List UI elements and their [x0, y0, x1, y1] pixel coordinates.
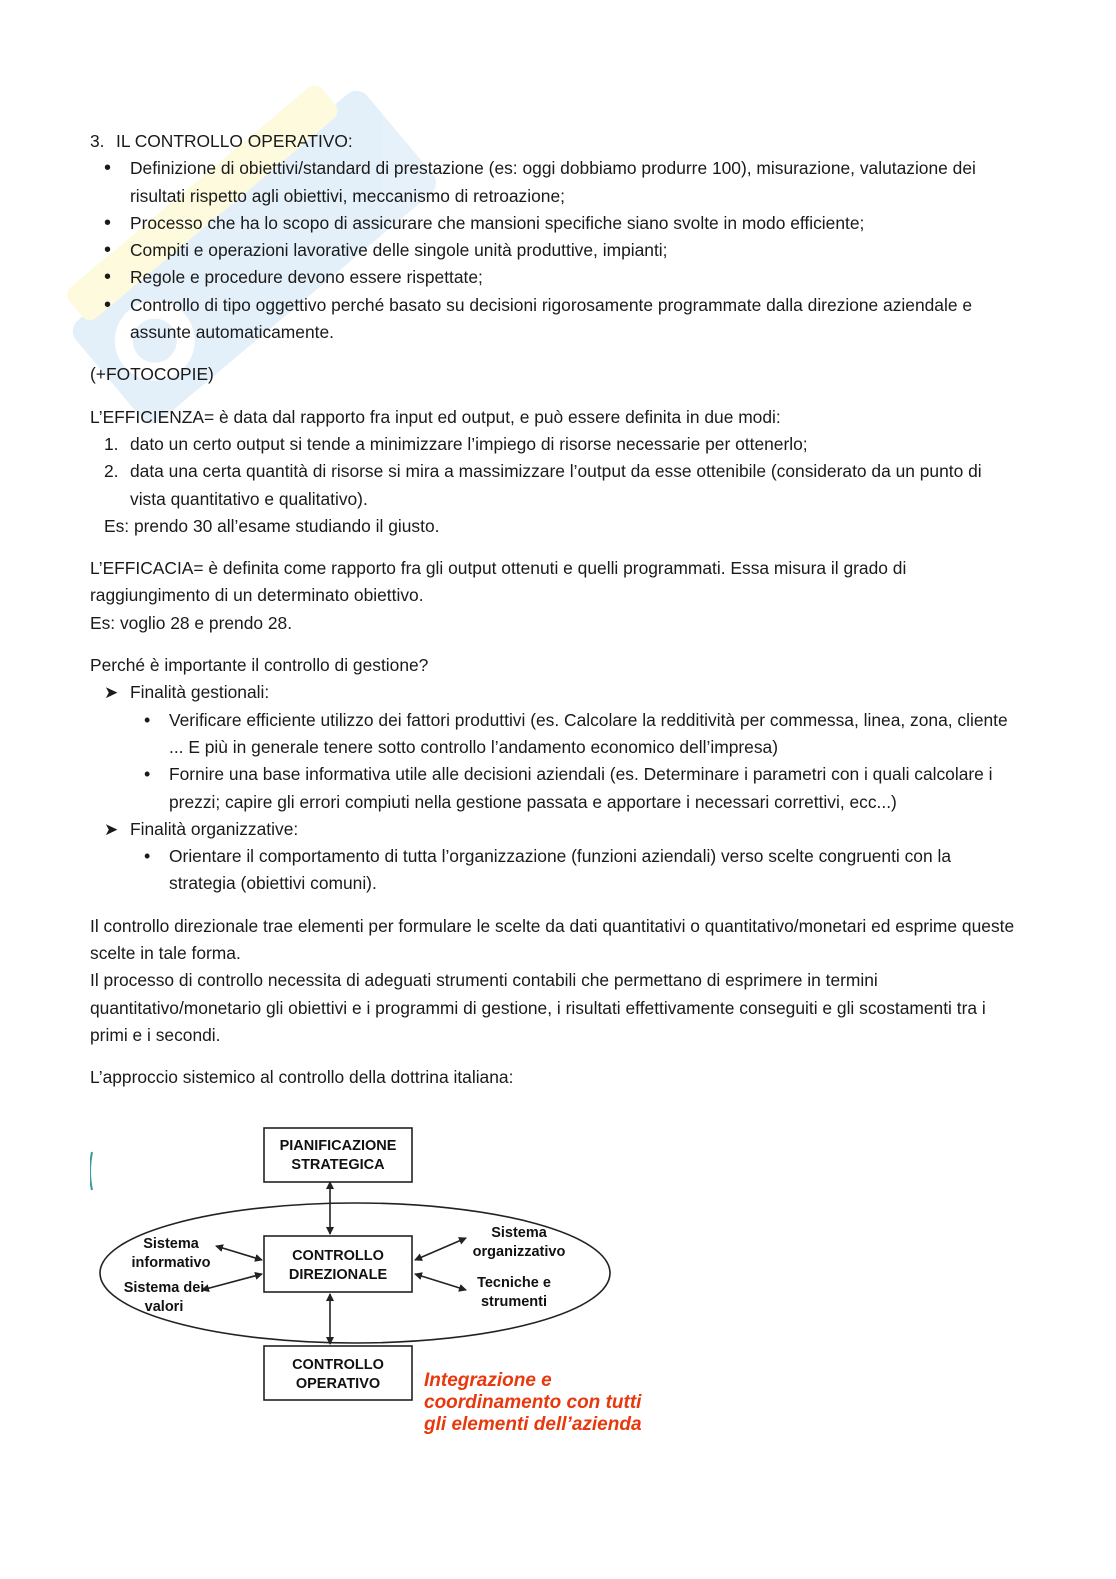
gestionali-heading: [90, 679, 1020, 706]
fotocopie-note: (+FOTOCOPIE): [90, 364, 214, 385]
arrow-organizzativo: [415, 1238, 466, 1260]
list-item: • Compiti e operazioni lavorative delle singole unità produttive, impianti;: [90, 237, 1020, 264]
side-label: organizzativo: [472, 1244, 566, 1260]
arrow-valori: [202, 1274, 262, 1290]
organizzative-list: [90, 843, 1020, 898]
box-label: DIREZIONALE: [288, 1267, 388, 1283]
integration-caption: coordinamento con tutti: [424, 1392, 642, 1413]
item-number: 2.: [104, 461, 119, 482]
list-item: • Orientare il comportamento di tutta l’organizzazione (funzioni aziendali) verso scelte congruenti con la strategia (obiettivi comuni).: [90, 843, 1020, 898]
arrow-informativo: [216, 1246, 262, 1260]
box-controllo-direzionale: [264, 1236, 412, 1292]
arrow-tecniche: [415, 1274, 466, 1290]
list-item: • Verificare efficiente utilizzo dei fattori produttivi (es. Calcolare la redditività per commessa, linea, zona, cliente ... E più in generale tenere sotto controllo l’andamento economico dell’impresa): [90, 707, 1020, 762]
approccio-heading: L’approccio sistemico al controllo della dottrina italiana:: [90, 1067, 514, 1088]
efficienza-example: Es: prendo 30 all’esame studiando il giusto.: [104, 515, 440, 536]
left-margin-mark: [90, 1152, 92, 1190]
side-label: Tecniche e: [477, 1275, 551, 1291]
operativo-bullet-list: [90, 155, 1020, 346]
list-item: [90, 431, 1020, 458]
integration-caption: gli elementi dell’azienda: [424, 1414, 642, 1435]
arrow-bullet-icon: ➤: [104, 819, 119, 839]
list-item: • Processo che ha lo scopo di assicurare che mansioni specifiche siano svolte in modo efficiente;: [90, 210, 1020, 237]
list-item: [90, 458, 1020, 513]
systemic-control-diagram: [90, 1124, 690, 1444]
direzionale-paragraph-1: Il controllo direzionale trae elementi per formulare le scelte da dati quantitativi o quantitativo/monetari ed esprime queste scelte in tale forma.: [90, 915, 1015, 964]
side-label: Sistema dei: [123, 1280, 205, 1296]
list-item: • Regole e procedure devono essere rispettate;: [90, 264, 1020, 291]
document-body: [90, 128, 1020, 1092]
arrow-bullet-icon: ➤: [104, 683, 119, 703]
side-label: Sistema: [491, 1225, 547, 1241]
box-label: STRATEGICA: [291, 1157, 385, 1173]
list-item: • Controllo di tipo oggettivo perché basato su decisioni rigorosamente programmate dalla direzione aziendale e assunte automaticamente.: [90, 292, 1020, 347]
section-number: 3.: [90, 131, 105, 151]
gestionali-label: Finalità gestionali:: [130, 682, 270, 703]
side-label: valori: [144, 1299, 184, 1315]
organizzative-label: Finalità organizzative:: [130, 818, 299, 839]
efficienza-list: [90, 431, 1020, 513]
efficacia-example: Es: voglio 28 e prendo 28.: [90, 612, 293, 633]
direzionale-paragraph-2: Il processo di controllo necessita di adeguati strumenti contabili che permettano di esprimere in termini quantitativo/monetario gli obiettivi e i programmi di gestione, i risultati effettivamente conseguiti e gli scostamenti tra i primi e i secondi.: [90, 970, 986, 1045]
list-item: • Definizione di obiettivi/standard di prestazione (es: oggi dobbiamo produrre 100), misurazione, valutazione dei risultati rispetto agli obiettivi, meccanismo di retroazione;: [90, 155, 1020, 210]
perche-question: Perché è importante il controllo di gestione?: [90, 655, 429, 676]
box-label: PIANIFICAZIONE: [279, 1138, 397, 1154]
item-number: 1.: [104, 433, 119, 454]
section-heading: [90, 128, 1020, 155]
list-item: • Fornire una base informativa utile alle decisioni aziendali (es. Determinare i parametri con i quali calcolare i prezzi; capire gli errori compiuti nella gestione passata e apportare i necessari correttivi, ecc...): [90, 761, 1020, 816]
item-text: dato un certo output si tende a minimizzare l’impiego di risorse necessarie per ottenerlo;: [130, 433, 808, 454]
side-label: strumenti: [480, 1294, 548, 1310]
side-label: Sistema: [143, 1236, 199, 1252]
organizzative-heading: [90, 816, 1020, 843]
item-text: data una certa quantità di risorse si mira a massimizzare l’output da esse ottenibile (considerato da un punto di vista quantitativo e qualitativo).: [130, 461, 982, 509]
integration-caption: Integrazione e: [424, 1370, 552, 1391]
side-label: informativo: [131, 1255, 211, 1271]
box-label: CONTROLLO: [292, 1357, 384, 1373]
gestionali-list: [90, 707, 1020, 816]
box-label: OPERATIVO: [295, 1376, 381, 1392]
section-title: IL CONTROLLO OPERATIVO:: [116, 131, 353, 151]
box-label: CONTROLLO: [292, 1248, 384, 1264]
efficienza-definition: L’EFFICIENZA= è data dal rapporto fra input ed output, e può essere definita in due modi:: [90, 406, 781, 427]
efficacia-definition: L’EFFICACIA= è definita come rapporto fra gli output ottenuti e quelli programmati. Essa misura il grado di raggiungimento di un determinato obiettivo.: [90, 558, 907, 606]
box-pianificazione: [264, 1128, 412, 1182]
